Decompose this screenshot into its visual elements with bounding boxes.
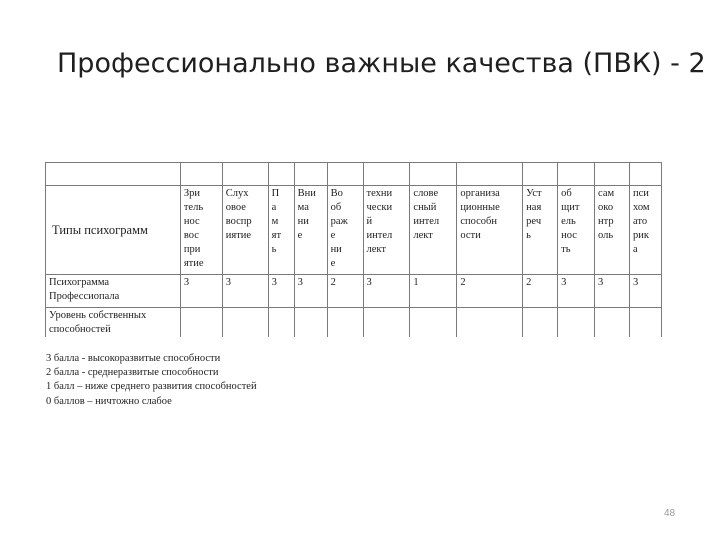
legend-item: 2 балла - среднеразвитые способности: [46, 367, 219, 379]
table-cell: [363, 163, 410, 186]
table-cell: [180, 308, 222, 338]
table-cell: 3: [629, 275, 661, 308]
table-cell: 3: [294, 275, 327, 308]
table-cell: [523, 308, 558, 338]
table-cell: [268, 308, 294, 338]
column-header: П а м ят ь: [268, 186, 294, 275]
table-cell: 3: [268, 275, 294, 308]
table-cell: 2: [327, 275, 363, 308]
column-header: организа ционные способн ости: [457, 186, 523, 275]
column-header: Уст ная реч ь: [523, 186, 558, 275]
table-cell: 3: [222, 275, 268, 308]
table-cell: [294, 163, 327, 186]
column-header: Вни ма ни е: [294, 186, 327, 275]
table-cell: 3: [363, 275, 410, 308]
slide-title: Профессионально важные качества (ПВК) - 2: [57, 48, 706, 79]
psychogram-table-wrapper: [45, 162, 662, 337]
table-cell: [558, 308, 595, 338]
column-header: Слух овое воспр иятие: [222, 186, 268, 275]
table-cell: [629, 308, 661, 338]
table-cell: [46, 163, 181, 186]
legend-item: 3 балла - высокоразвитые способности: [46, 353, 221, 364]
legend-item: 0 баллов – ничтожно слабое: [46, 395, 172, 407]
table-cell: [523, 163, 558, 186]
column-header: Во об раж е ни е: [327, 186, 363, 275]
table-cell: 3: [595, 275, 630, 308]
table-top-row: [46, 163, 662, 186]
table-cell: 3: [558, 275, 595, 308]
table-cell: [268, 163, 294, 186]
table-cell: [410, 308, 457, 338]
table-cell: 1: [410, 275, 457, 308]
table-cell: [327, 308, 363, 338]
table-cell: [222, 163, 268, 186]
psychogram-table: [45, 162, 662, 337]
page-number: 48: [664, 508, 676, 519]
column-header: об щит ель нос ть: [558, 186, 595, 275]
types-label: Типы психограмм: [46, 186, 181, 275]
table-cell: 2: [523, 275, 558, 308]
table-cell: [222, 308, 268, 338]
table-cell: [327, 163, 363, 186]
table-cell: [457, 163, 523, 186]
table-cell: 3: [180, 275, 222, 308]
table-cell: [180, 163, 222, 186]
table-cell: [294, 308, 327, 338]
table-header-row: [46, 186, 662, 275]
column-header: пси хом ато рик а: [629, 186, 661, 275]
table-cell: [363, 308, 410, 338]
table-cell: [558, 163, 595, 186]
table-cell: [595, 308, 630, 338]
column-header: слове сный интел лект: [410, 186, 457, 275]
table-cell: [595, 163, 630, 186]
table-cell: [629, 163, 661, 186]
table-row: [46, 308, 662, 338]
column-header: сам око нтр оль: [595, 186, 630, 275]
table-cell: 2: [457, 275, 523, 308]
table-cell: [457, 308, 523, 338]
column-header: Зри тель нос вос при ятие: [180, 186, 222, 275]
table-cell: [410, 163, 457, 186]
table-row: [46, 275, 662, 308]
column-header: техни чески й интел лект: [363, 186, 410, 275]
legend-item: 1 балл – ниже среднего развития способностей: [46, 381, 257, 393]
score-legend: [46, 352, 257, 409]
row-label: Уровень собственных способностей: [46, 308, 181, 338]
row-label: Психограмма Профессиопала: [46, 275, 181, 308]
